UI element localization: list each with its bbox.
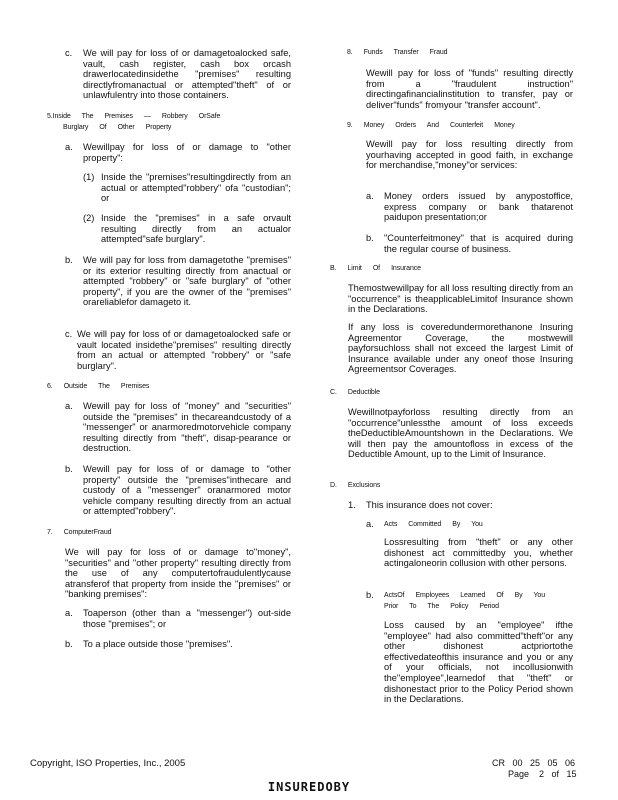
- paragraph: Toaperson (other than a "messenger") out-side those "premises"; or: [83, 608, 291, 629]
- subsection-heading: Acts Committed By You: [384, 521, 483, 528]
- paragraph: Lossresulting from "theft" or any other dishonest act committedby you, whether actingaloneorin collusion with other persons.: [384, 537, 573, 569]
- item-label: a.: [65, 401, 73, 411]
- paragraph: We will pay for loss of or damage to"money", "securities" and "other property" resulting directly from the use of any computertofraudulentlycause atransferof that property from inside the "premises" or "banking premises":: [65, 547, 291, 600]
- item-label: b.: [65, 639, 73, 649]
- item-label: a.: [65, 608, 73, 618]
- paragraph: Themostwewillpay for all loss resulting directly from an "occurrence" is theapplicableLimitof Insurance shown in the Declarations.: [348, 283, 573, 315]
- copyright-notice: Copyright, ISO Properties, Inc., 2005: [30, 758, 186, 769]
- item-label: 1.: [348, 500, 356, 510]
- section-heading: C. Deductible: [330, 389, 380, 396]
- paragraph: Wewill pay for loss of or damage to "other property" outside the "premises"inthecare and custody of a "messenger" oranarmored motor vehicle company resulting directly from an actual or attempted"robbery".: [83, 464, 291, 517]
- page-number: Page 2 of 15: [508, 769, 577, 779]
- paragraph: "Counterfeitmoney" that is acquired during the regular course of business.: [384, 233, 573, 254]
- item-label: c.: [65, 48, 73, 58]
- section-heading: 6. Outside The Premises: [47, 383, 150, 390]
- paragraph: We will pay for loss of or damagetoalocked safe or vault located insidethe"premises" resulting directly from an actual or attempted "robbery" or "safe burglary".: [77, 329, 291, 371]
- paragraph: We will pay for loss of or damagetoalocked safe, vault, cash register, cash box orcash drawerlocatedinsidethe "premises" resulting directlyfromanactual or attempted"theft" of or unlawfulentry into those containers.: [83, 48, 291, 101]
- item-label: (2): [83, 213, 95, 223]
- item-label: b.: [65, 464, 73, 474]
- subsection-heading: ActsOf Employees Learned Of By You: [384, 592, 546, 599]
- paragraph: Wewill pay for loss of "funds" resulting directly from a "fraudulent instruction" directingafinancialinstitution to transfer, pay or deliver"funds" fromyour "transfer account".: [366, 68, 573, 110]
- item-label: c.: [65, 329, 73, 339]
- paragraph: Wewillnotpayforloss resulting directly from an "occurrence"unlessthe amount of loss exceeds theDeductibleAmountshown in the Declarations. We will then pay the amountofloss in excess of the Deductible Amount, up to the Limit of Insurance.: [348, 407, 573, 460]
- section-heading: 5.Inside The Premises — Robbery OrSafe: [47, 113, 221, 120]
- section-heading: 8. Funds Transfer Fraud: [347, 49, 448, 56]
- paragraph: Money orders issued by anypostoffice, express company or bank thatarenot paidupon presentation;or: [384, 191, 573, 223]
- paragraph: Inside the "premises"resultingdirectly from an actual or attempted"robbery" ofa "custodian"; or: [101, 172, 291, 204]
- section-heading: Burglary Of Other Property: [63, 124, 172, 131]
- item-label: (1): [83, 172, 95, 182]
- item-label: a.: [366, 519, 374, 529]
- item-label: b.: [65, 255, 73, 265]
- item-label: b.: [366, 590, 374, 600]
- section-heading: B. Limit Of Insurance: [330, 265, 421, 272]
- paragraph: Inside the "premises" in a safe orvault resulting directly from an actualor attempted"safe burglary".: [101, 213, 291, 245]
- item-label: a.: [65, 142, 73, 152]
- paragraph: Wewill pay for loss of "money" and "securities" outside the "premises" in thecareandcustody of a "messenger" or anarmoredmotorvehicle company resulting directly from "theft", disap-pearance or destruction.: [83, 401, 291, 454]
- subsection-heading: Prior To The Policy Period: [384, 603, 499, 610]
- paragraph: Loss caused by an "employee" ifthe "employee" had also committed"theft"or any other dishonest actpriortothe effectivedateofthis insurance and you or any of your officials, not incollusionwith the"employee",learnedof that "theft" or dishonestact prior to the Policy Period shown in the Declarations.: [384, 620, 573, 705]
- section-heading: D. Exclusions: [330, 482, 381, 489]
- paragraph: Wewill pay for loss resulting directly from yourhaving accepted in good faith, in exchange for merchandise,"money"or services:: [366, 139, 573, 171]
- paragraph: To a place outside those "premises".: [83, 639, 233, 649]
- paragraph: If any loss is coveredundermorethanone Insuring Agreementor Coverage, the mostwewill payforsuchloss shall not exceed the largest Limit of Insurance available under any oneof those Insuring Agreementsor Coverages.: [348, 322, 573, 375]
- item-label: a.: [366, 191, 374, 201]
- paragraph: Wewillpay for loss of or damage to "other property":: [83, 142, 291, 163]
- brand-watermark: INSUREDOBY: [267, 780, 351, 794]
- section-heading: 9. Money Orders And Counterfeit Money: [347, 122, 515, 129]
- item-label: b.: [366, 233, 374, 243]
- section-heading: 7. ComputerFraud: [47, 529, 112, 536]
- paragraph: This insurance does not cover:: [366, 500, 493, 510]
- form-number: CR 00 25 05 06: [492, 758, 576, 768]
- paragraph: We will pay for loss from damagetothe "premises" or its exterior resulting directly from anactual or attempted "robbery" or "safe burglary" of "other property", if you are the owner of the "premises" orareliablefor damageto it.: [83, 255, 291, 308]
